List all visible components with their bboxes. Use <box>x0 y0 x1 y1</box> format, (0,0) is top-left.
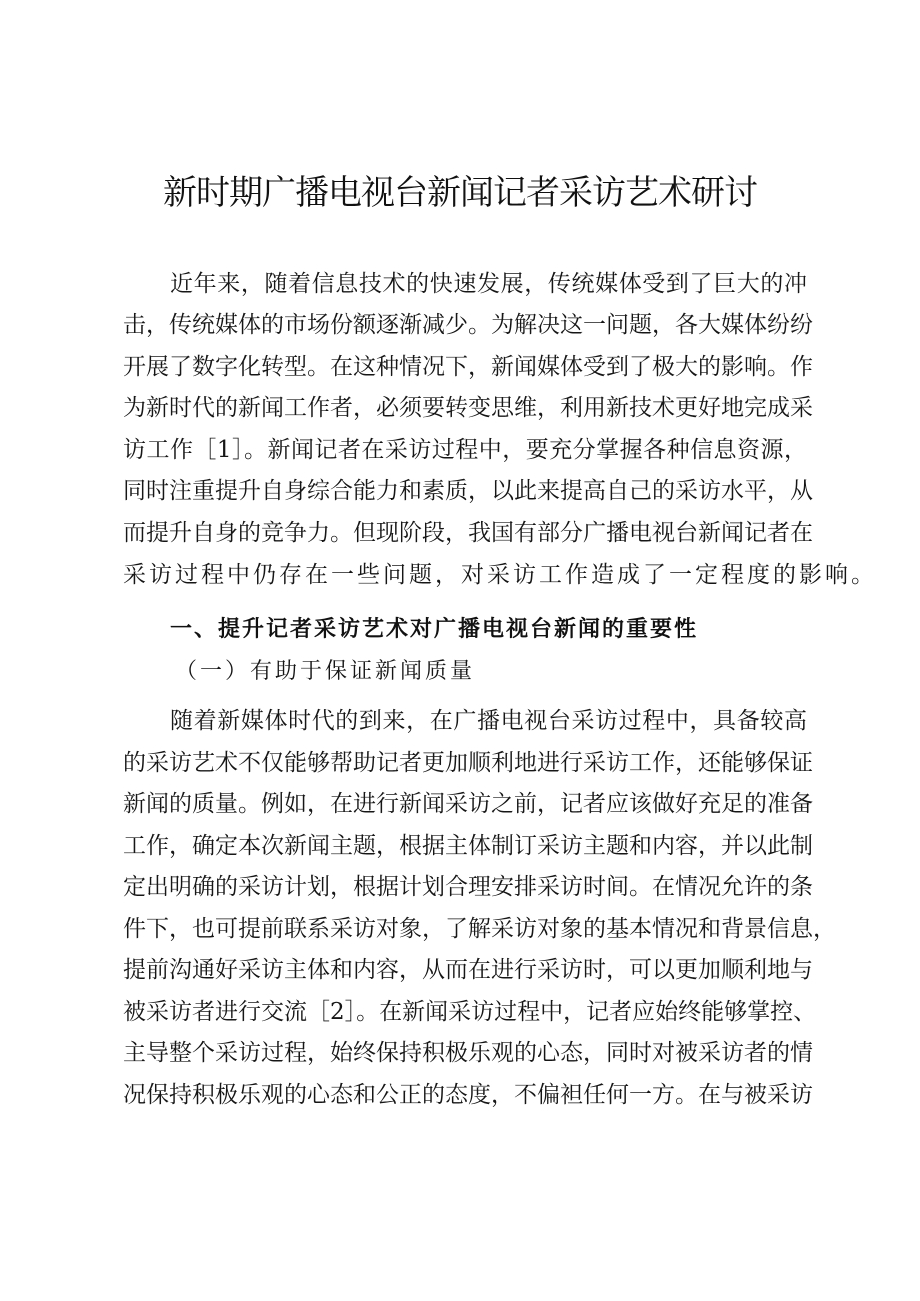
paragraph-line: 击，传统媒体的市场份额逐渐减少。为解决这一问题，各大媒体纷纷 <box>123 312 813 338</box>
paragraph-line: 被采访者进行交流［2］。在新闻采访过程中，记者应始终能够掌控、 <box>123 999 817 1025</box>
paragraph-line: 的采访艺术不仅能够帮助记者更加顺利地进行采访工作，还能够保证 <box>123 750 813 776</box>
paragraph-line: 新闻的质量。例如，在进行新闻采访之前，记者应该做好充足的准备 <box>123 791 813 817</box>
paragraph-line: 采访过程中仍存在一些问题，对采访工作造成了一定程度的影响。 <box>123 562 877 588</box>
subsection-heading: （一）有助于保证新闻质量 <box>175 659 476 684</box>
paragraph-line: 件下，也可提前联系采访对象，了解采访对象的基本情况和背景信息， <box>123 916 836 942</box>
paragraph-line: 近年来，随着信息技术的快速发展，传统媒体受到了巨大的冲 <box>170 271 807 297</box>
paragraph-line: 开展了数字化转型。在这种情况下，新闻媒体受到了极大的影响。作 <box>123 354 813 380</box>
paragraph-line: 定出明确的采访计划，根据计划合理安排采访时间。在情况允许的条 <box>123 874 813 900</box>
paragraph-line: 访工作［1］。新闻记者在采访过程中，要充分掌握各种信息资源， <box>123 437 807 463</box>
paragraph-line: 主导整个采访过程，始终保持积极乐观的心态，同时对被采访者的情 <box>123 1040 813 1066</box>
paragraph-line: 随着新媒体时代的到来，在广播电视台采访过程中，具备较高 <box>170 708 807 734</box>
paragraph-line: 而提升自身的竞争力。但现阶段，我国有部分广播电视台新闻记者在 <box>123 520 813 546</box>
paragraph-line: 同时注重提升自身综合能力和素质，以此来提高自己的采访水平，从 <box>123 478 813 504</box>
section-heading: 一、提升记者采访艺术对广播电视台新闻的重要性 <box>170 617 699 642</box>
document-title: 新时期广播电视台新闻记者采访艺术研讨 <box>163 173 757 213</box>
paragraph-line: 为新时代的新闻工作者，必须要转变思维，利用新技术更好地完成采 <box>123 395 813 421</box>
paragraph-line: 提前沟通好采访主体和内容，从而在进行采访时，可以更加顺利地与 <box>123 957 813 983</box>
paragraph-line: 工作，确定本次新闻主题，根据主体制订采访主题和内容，并以此制 <box>123 833 813 859</box>
paragraph-line: 况保持积极乐观的心态和公正的态度，不偏袒任何一方。在与被采访 <box>123 1082 813 1108</box>
